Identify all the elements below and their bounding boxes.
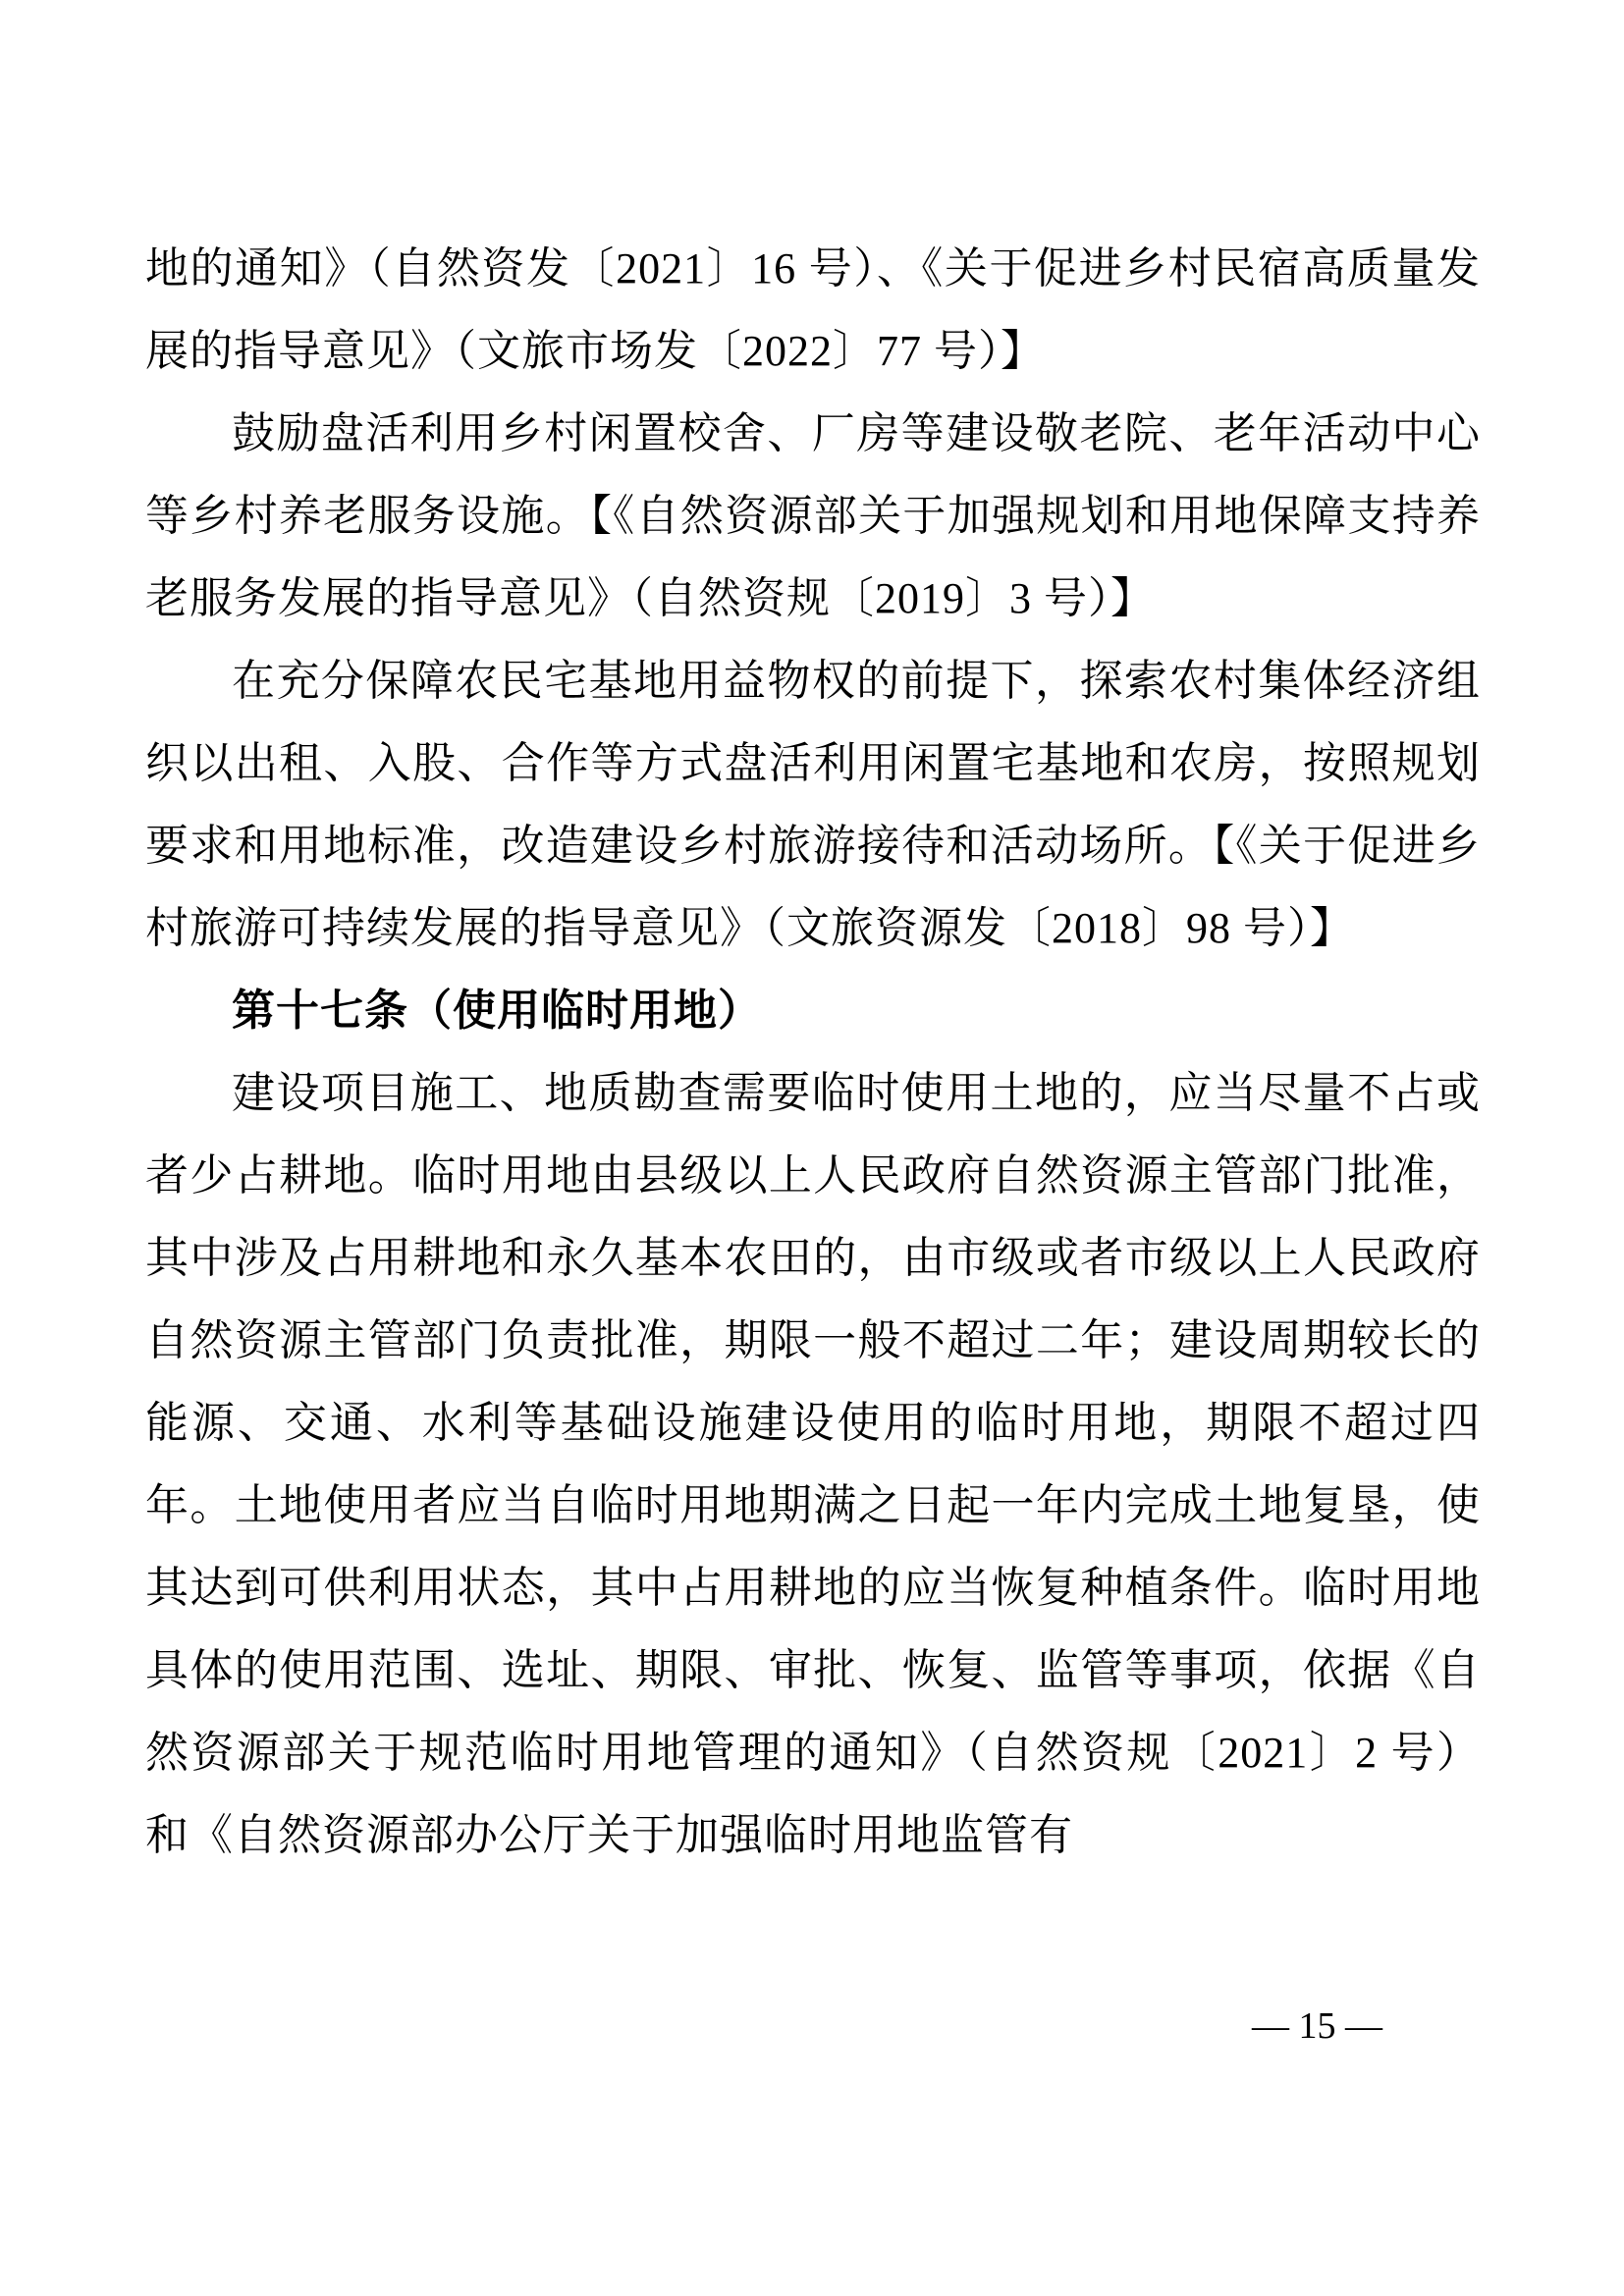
paragraph-rural-homestead-use: 在充分保障农民宅基地用益物权的前提下，探索农村集体经济组织以出租、入股、合作等方式盘活利用闲置宅基地和农房，按照规划要求和用地标准，改造建设乡村旅游接待和活动场所。【《关于促进乡村旅游可持续发展的指导意见》（文旅资源发〔2018〕98 号）】	[145, 657, 1481, 952]
page-number: — 15 —	[1252, 2005, 1382, 2047]
article-17-heading: 第十七条（使用临时用地）	[232, 987, 762, 1035]
paragraph-elderly-care-facilities: 鼓励盘活利用乡村闲置校舍、厂房等建设敬老院、老年活动中心等乡村养老服务设施。【《自然资源部关于加强规划和用地保障支持养老服务发展的指导意见》（自然资规〔2019〕3 号）】	[145, 409, 1481, 622]
paragraph-continuation: 地的通知》（自然资发〔2021〕16 号）、《关于促进乡村民宿高质量发展的指导意见》（文旅市场发〔2022〕77 号）】	[145, 244, 1481, 375]
document-text-block	[145, 228, 1481, 1877]
paragraph-temporary-land-use: 建设项目施工、地质勘查需要临时使用土地的，应当尽量不占或者少占耕地。临时用地由县级以上人民政府自然资源主管部门批准，其中涉及占用耕地和永久基本农田的，由市级或者市级以上人民政府自然资源主管部门负责批准，期限一般不超过二年；建设周期较长的能源、交通、水利等基础设施建设使用的临时用地，期限不超过四年。土地使用者应当自临时用地期满之日起一年内完成土地复垦，使其达到可供利用状态，其中占用耕地的应当恢复种植条件。临时用地具体的使用范围、选址、期限、审批、恢复、监管等事项，依据《自然资源部关于规范临时用地管理的通知》（自然资规〔2021〕2 号）和《自然资源部办公厅关于加强临时用地监管有	[145, 1069, 1481, 1859]
